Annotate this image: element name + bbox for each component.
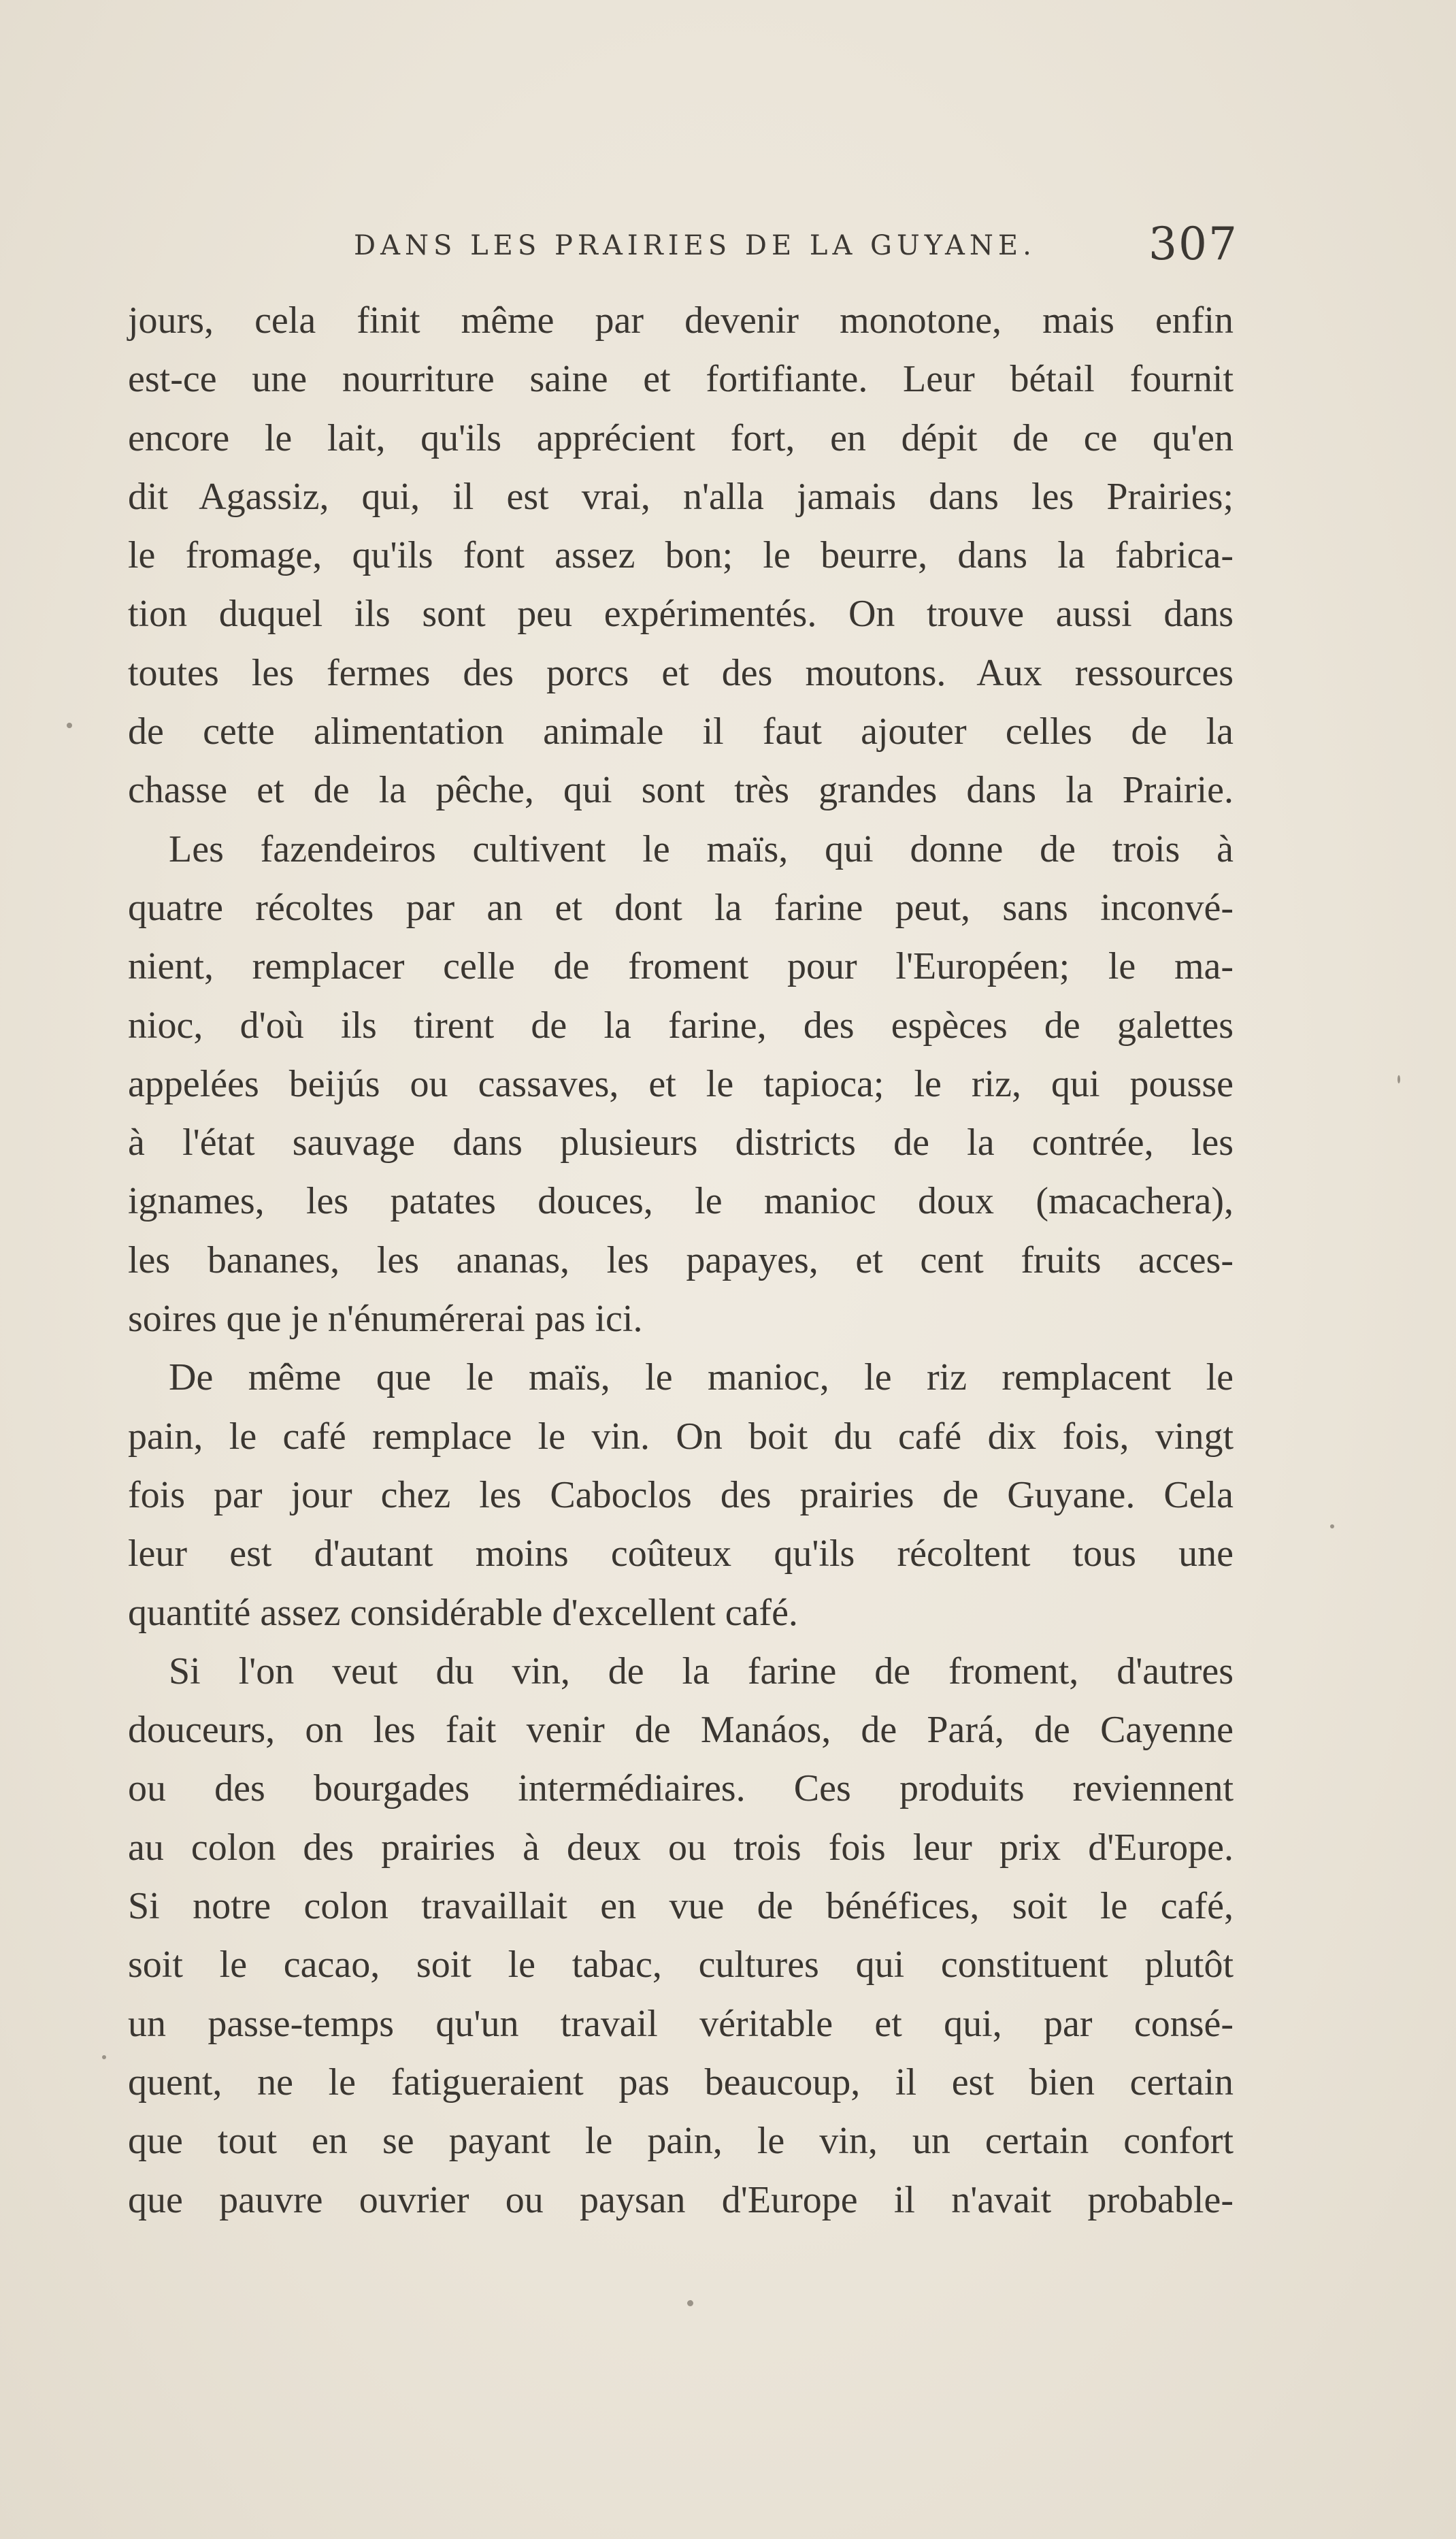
text-line: ou des bourgades intermédiaires. Ces produits reviennent (128, 1767, 1234, 1810)
text-line: tion duquel ils sont peu expérimentés. On trouve aussi dans (128, 593, 1234, 636)
text-line: nioc, d'où ils tirent de la farine, des espèces de galettes (128, 1004, 1234, 1047)
text-line: Si l'on veut du vin, de la farine de froment, d'autres (169, 1650, 1234, 1692)
text-line: les bananes, les ananas, les papayes, et cent fruits acces- (128, 1239, 1234, 1281)
text-line: est-ce une nourriture saine et fortifiante. Leur bétail fournit (128, 358, 1234, 401)
text-line: Les fazendeiros cultivent le maïs, qui donne de trois à (169, 828, 1234, 870)
paper-speck (102, 2055, 106, 2059)
text-line: quantité assez considérable d'excellent café. (128, 1591, 798, 1634)
text-line: quent, ne le fatigueraient pas beaucoup, il est bien certain (128, 2061, 1234, 2103)
text-line: nient, remplacer celle de froment pour l'Européen; le ma- (128, 945, 1234, 988)
text-line: à l'état sauvage dans plusieurs districts de la contrée, les (128, 1121, 1234, 1164)
text-line: Si notre colon travaillait en vue de bénéfices, soit le café, (128, 1885, 1234, 1928)
running-title: DANS LES PRAIRIES DE LA GUYANE. (354, 230, 1036, 261)
text-line: encore le lait, qu'ils apprécient fort, en dépit de ce qu'en (128, 416, 1234, 459)
text-line: pain, le café remplace le vin. On boit du café dix fois, vingt (128, 1415, 1234, 1458)
text-line: De même que le maïs, le manioc, le riz remplacent le (169, 1356, 1234, 1399)
paper-speck (1397, 1075, 1400, 1083)
text-line: soires que je n'énumérerai pas ici. (128, 1298, 643, 1341)
paper-speck (687, 2300, 693, 2306)
text-line: chasse et de la pêche, qui sont très grandes dans la Prairie. (128, 769, 1234, 812)
text-line: dit Agassiz, qui, il est vrai, n'alla jamais dans les Prairies; (128, 475, 1234, 518)
text-line: appelées beijús ou cassaves, et le tapioca; le riz, qui pousse (128, 1062, 1234, 1105)
paper-speck (1330, 1524, 1334, 1528)
text-line: fois par jour chez les Caboclos des prairies de Guyane. Cela (128, 1473, 1234, 1516)
body-text (128, 291, 1234, 2229)
text-line: jours, cela finit même par devenir monotone, mais enfin (128, 299, 1234, 342)
page-header (354, 218, 1238, 272)
text-line: toutes les fermes des porcs et des moutons. Aux ressources (128, 651, 1234, 694)
text-line: douceurs, on les fait venir de Manáos, de Pará, de Cayenne (128, 1709, 1234, 1752)
page-number: 307 (1148, 218, 1238, 270)
text-line: soit le cacao, soit le tabac, cultures qui constituent plutôt (128, 1944, 1234, 1986)
text-line: que tout en se payant le pain, le vin, un certain confort (128, 2120, 1234, 2163)
text-line: de cette alimentation animale il faut ajouter celles de la (128, 710, 1234, 753)
text-line: que pauvre ouvrier ou paysan d'Europe il n'avait probable- (128, 2178, 1234, 2221)
text-line: quatre récoltes par an et dont la farine peut, sans inconvé- (128, 886, 1234, 929)
text-line: leur est d'autant moins coûteux qu'ils récoltent tous une (128, 1533, 1234, 1575)
paper-speck (67, 723, 72, 728)
text-line: au colon des prairies à deux ou trois fois leur prix d'Europe. (128, 1826, 1234, 1869)
text-line: un passe-temps qu'un travail véritable et qui, par consé- (128, 2002, 1234, 2045)
text-line: ignames, les patates douces, le manioc doux (macachera), (128, 1180, 1234, 1223)
text-line: le fromage, qu'ils font assez bon; le beurre, dans la fabrica- (128, 534, 1234, 577)
